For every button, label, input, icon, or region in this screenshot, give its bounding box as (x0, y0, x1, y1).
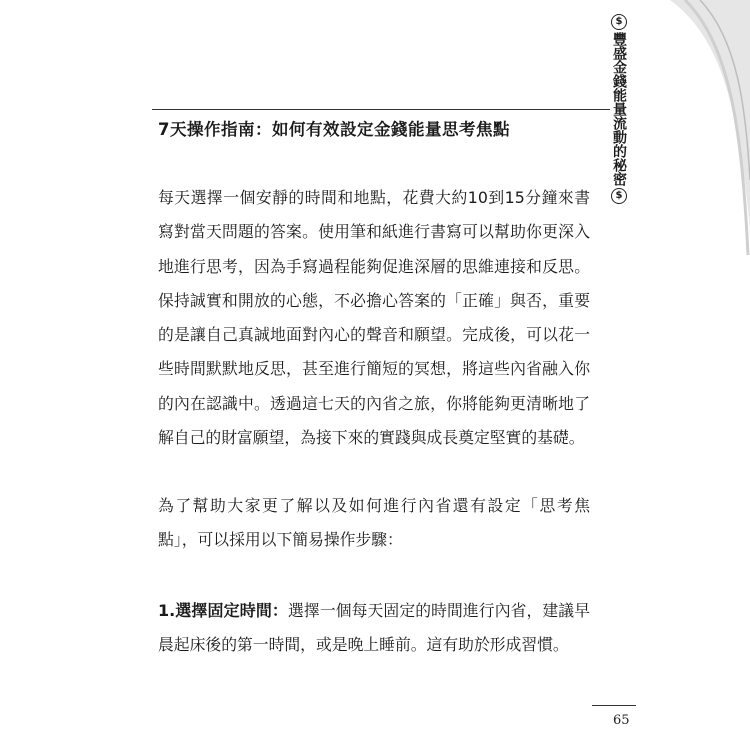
step-1-title: 1.選擇固定時間： (158, 601, 289, 620)
page-number-divider (592, 705, 636, 706)
section-heading: 7天操作指南：如何有效設定金錢能量思考焦點 (158, 120, 510, 139)
heading-divider (152, 109, 610, 110)
dollar-coin-icon: $ (611, 188, 627, 204)
decorative-corner-swoosh (630, 0, 750, 260)
body-paragraph-2: 為了幫助大家更了解以及如何進行內省還有設定「思考焦點」，可以採用以下簡易操作步驟： (158, 496, 590, 550)
step-1-paragraph (158, 594, 590, 663)
dollar-coin-icon: $ (611, 14, 627, 30)
body-paragraph-1: 每天選擇一個安靜的時間和地點，花費大約10到15分鐘來書寫對當天問題的答案。使用筆和紙進行書寫可以幫助你更深入地進行思考，因為手寫過程能夠促進深層的思維連接和反思。保持誠實和開放的心態，不必擔心答案的「正確」與否，重要的是讓自己真誠地面對內心的聲音和願望。完成後，可以花一些時間默默地反思，甚至進行簡短的冥想，將這些內省融入你的內在認識中。透過這七天的內省之旅，你將能夠更清晰地了解自己的財富願望，為接下來的實踐與成長奠定堅實的基礎。 (158, 188, 590, 448)
page-number: 65 (613, 713, 630, 728)
step-1-body: 選擇一個每天固定的時間進行內省，建議早晨起床後的第一時間，或是晚上睡前。這有助於形成習慣。 (158, 601, 590, 655)
running-title-text: 豐盛金錢能量流動的秘密 (611, 32, 627, 186)
